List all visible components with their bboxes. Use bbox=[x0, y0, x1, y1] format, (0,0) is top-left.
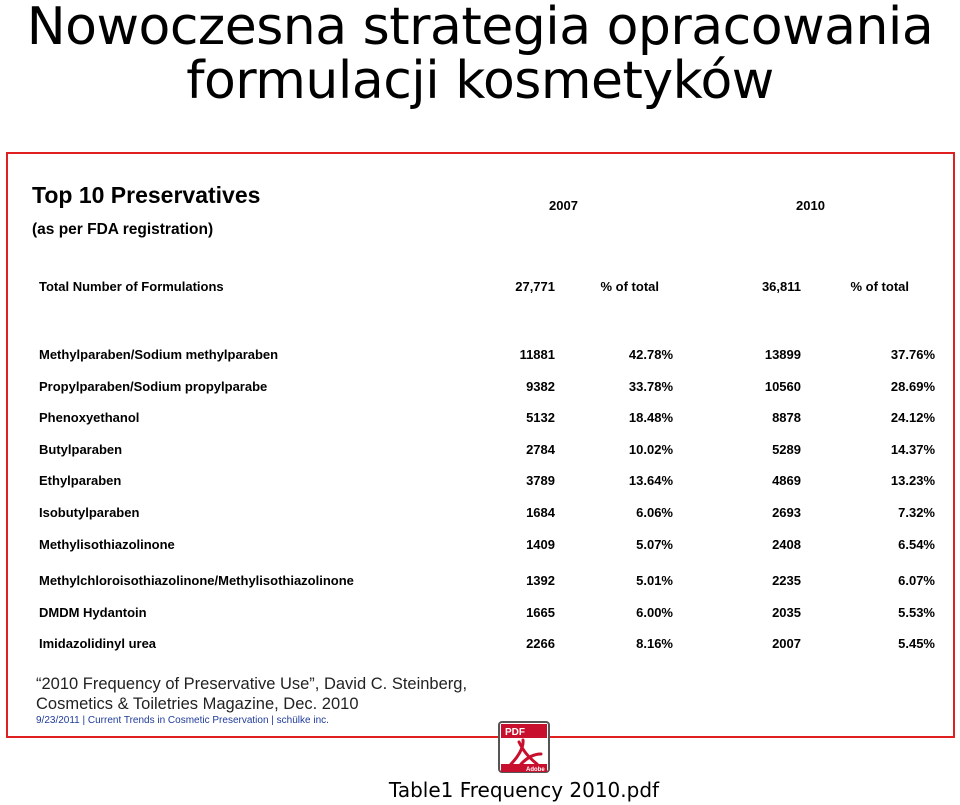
pct-2007: 33.78% bbox=[628, 379, 673, 394]
adobe-brand-text: Adobe bbox=[526, 767, 545, 773]
table-subtitle: (as per FDA registration) bbox=[32, 221, 214, 238]
table-row bbox=[8, 473, 953, 493]
count-2010: 2235 bbox=[772, 573, 801, 588]
total-count-2007: 27,771 bbox=[515, 279, 555, 294]
count-2010: 5289 bbox=[772, 442, 801, 457]
preservative-name: Imidazolidinyl urea bbox=[39, 636, 157, 651]
preservative-name: Methylchloroisothiazolinone/Methylisothiazolinone bbox=[39, 573, 354, 588]
count-2010: 8878 bbox=[772, 410, 801, 425]
source-citation bbox=[36, 674, 467, 714]
preservative-name: Methylisothiazolinone bbox=[39, 537, 175, 552]
pct-2007: 8.16% bbox=[636, 636, 673, 651]
count-2010: 2035 bbox=[772, 605, 801, 620]
table-row bbox=[8, 505, 953, 525]
citation-line-2: Cosmetics & Toiletries Magazine, Dec. 2010 bbox=[36, 695, 359, 713]
table-row bbox=[8, 573, 953, 593]
slide-title-line-2: formulacji kosmetyków bbox=[186, 51, 774, 111]
pct-2010: 24.12% bbox=[890, 410, 935, 425]
count-2007: 3789 bbox=[526, 473, 555, 488]
preservative-name: Butylparaben bbox=[39, 442, 123, 457]
pct-2007: 10.02% bbox=[628, 442, 673, 457]
preservative-name: Propylparaben/Sodium propylparabe bbox=[39, 379, 268, 394]
slide-footer-note: 9/23/2011 | Current Trends in Cosmetic Preservation | schülke inc. bbox=[36, 715, 329, 726]
count-2007: 1684 bbox=[526, 505, 555, 520]
total-label: Total Number of Formulations bbox=[39, 279, 224, 294]
preservative-name: Ethylparaben bbox=[39, 473, 122, 488]
count-2007: 1409 bbox=[526, 537, 555, 552]
total-formulations-row bbox=[8, 279, 953, 299]
total-count-2010: 36,811 bbox=[761, 279, 801, 294]
count-2007: 2784 bbox=[526, 442, 555, 457]
table-row bbox=[8, 636, 953, 656]
pdf-filename-link[interactable]: Table1 Frequency 2010.pdf bbox=[388, 778, 660, 802]
pct-2010: 6.07% bbox=[898, 573, 935, 588]
year-2007-header: 2007 bbox=[549, 198, 578, 213]
pct-2010: 37.76% bbox=[890, 347, 935, 362]
count-2007: 1665 bbox=[526, 605, 555, 620]
count-2007: 2266 bbox=[526, 636, 555, 651]
pct-2010: 5.53% bbox=[898, 605, 935, 620]
pct-2007: 5.07% bbox=[636, 537, 673, 552]
slide-title bbox=[0, 0, 960, 111]
preservative-name: Isobutylparaben bbox=[39, 505, 140, 520]
pct-2007: 18.48% bbox=[628, 410, 673, 425]
table-image-frame bbox=[6, 152, 955, 738]
pct-2010: 13.23% bbox=[890, 473, 935, 488]
slide-title-line-1: Nowoczesna strategia opracowania bbox=[26, 0, 934, 57]
pct-header-2010: % of total bbox=[850, 279, 909, 294]
table-row bbox=[8, 605, 953, 625]
count-2007: 5132 bbox=[526, 410, 555, 425]
pct-2010: 28.69% bbox=[890, 379, 935, 394]
count-2010: 2408 bbox=[772, 537, 801, 552]
count-2010: 2693 bbox=[772, 505, 801, 520]
pct-2007: 6.06% bbox=[636, 505, 673, 520]
pct-2010: 14.37% bbox=[890, 442, 935, 457]
table-row bbox=[8, 347, 953, 367]
pct-2007: 5.01% bbox=[636, 573, 673, 588]
count-2007: 1392 bbox=[526, 573, 555, 588]
count-2010: 2007 bbox=[772, 636, 801, 651]
count-2007: 11881 bbox=[519, 347, 555, 362]
pdf-icon-graphic bbox=[497, 720, 551, 774]
table-title: Top 10 Preservatives bbox=[32, 182, 261, 208]
pct-2007: 6.00% bbox=[636, 605, 673, 620]
table-row bbox=[8, 379, 953, 399]
pct-2010: 6.54% bbox=[898, 537, 935, 552]
count-2010: 13899 bbox=[764, 347, 801, 362]
count-2010: 4869 bbox=[772, 473, 801, 488]
citation-line-1: “2010 Frequency of Preservative Use”, David C. Steinberg, bbox=[36, 675, 468, 693]
count-2010: 10560 bbox=[764, 379, 801, 394]
preservative-name: DMDM Hydantoin bbox=[39, 605, 147, 620]
table-row bbox=[8, 410, 953, 430]
pdf-badge-text: PDF bbox=[505, 727, 525, 738]
preservative-name: Methylparaben/Sodium methylparaben bbox=[39, 347, 279, 362]
count-2007: 9382 bbox=[526, 379, 555, 394]
year-2010-header: 2010 bbox=[796, 198, 825, 213]
pct-2007: 42.78% bbox=[628, 347, 673, 362]
pct-2010: 7.32% bbox=[898, 505, 935, 520]
preservative-name: Phenoxyethanol bbox=[39, 410, 140, 425]
pct-header-2007: % of total bbox=[600, 279, 659, 294]
pct-2010: 5.45% bbox=[898, 636, 935, 651]
table-row bbox=[8, 537, 953, 557]
table-row bbox=[8, 442, 953, 462]
pct-2007: 13.64% bbox=[628, 473, 673, 488]
pdf-file-icon[interactable] bbox=[497, 720, 551, 774]
